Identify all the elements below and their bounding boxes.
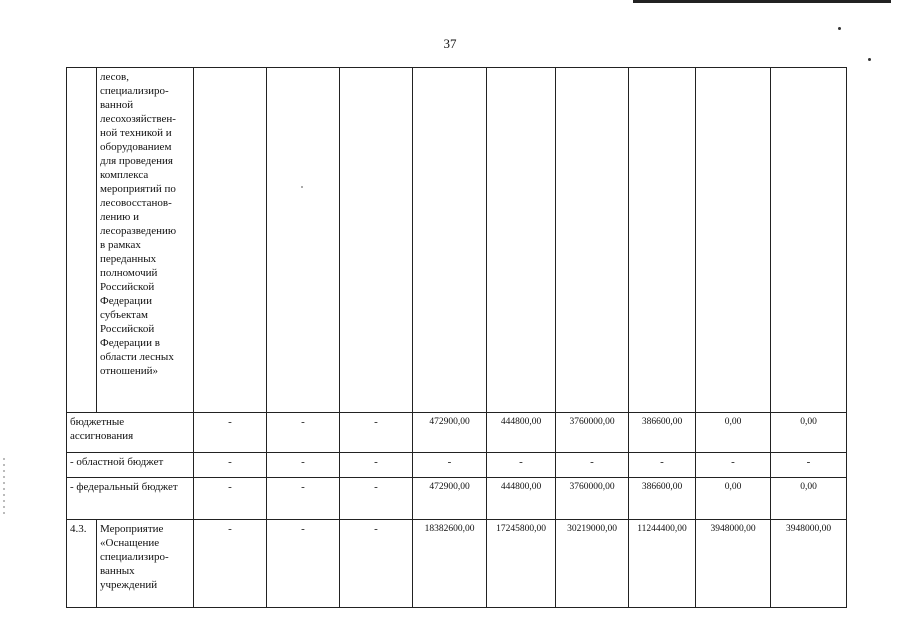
value-cell: - — [267, 520, 340, 608]
row-number-cell: 4.3. — [67, 520, 97, 608]
value-cell: - — [487, 453, 556, 478]
value-cell: 3948000,00 — [696, 520, 771, 608]
table-row-continuation — [67, 68, 847, 413]
row-number-cell — [67, 68, 97, 413]
value-cell: - — [340, 453, 413, 478]
value-cell: - — [340, 478, 413, 520]
value-cell: 0,00 — [771, 478, 847, 520]
empty-cell — [487, 68, 556, 413]
row-label: бюджетные ассигнования — [67, 413, 194, 453]
row-label: - областной бюджет — [67, 453, 194, 478]
value-cell: - — [629, 453, 696, 478]
value-cell: 444800,00 — [487, 478, 556, 520]
value-cell: 11244400,00 — [629, 520, 696, 608]
empty-cell — [267, 68, 340, 413]
scan-speck — [868, 58, 871, 61]
empty-cell — [413, 68, 487, 413]
empty-cell — [771, 68, 847, 413]
empty-cell — [194, 68, 267, 413]
value-cell: - — [267, 413, 340, 453]
value-cell: 386600,00 — [629, 413, 696, 453]
event-name-cell: лесов, специализиро- ванной лесохозяйствен- ной техникой и оборудованием для проведения комплекса мероприятий по лесовосстанов- лению и лесоразведению в рамках переданных полномочий Российской Федерации субъектам Российской Федерации в области лесных отношений» — [97, 68, 194, 413]
top-rule — [633, 0, 891, 3]
value-cell: - — [194, 413, 267, 453]
value-cell: 0,00 — [771, 413, 847, 453]
value-cell: 386600,00 — [629, 478, 696, 520]
value-cell: - — [340, 520, 413, 608]
row-label: - федеральный бюджет — [67, 478, 194, 520]
value-cell: - — [267, 478, 340, 520]
value-cell: 472900,00 — [413, 413, 487, 453]
value-cell: 30219000,00 — [556, 520, 629, 608]
value-cell: 17245800,00 — [487, 520, 556, 608]
value-cell: - — [194, 478, 267, 520]
table-row-budget-allocations — [67, 413, 847, 453]
value-cell: 3760000,00 — [556, 413, 629, 453]
table-row-regional-budget — [67, 453, 847, 478]
value-cell: 3948000,00 — [771, 520, 847, 608]
value-cell: - — [696, 453, 771, 478]
scan-speck — [838, 27, 841, 30]
value-cell: - — [267, 453, 340, 478]
budget-table — [66, 67, 847, 608]
value-cell: - — [556, 453, 629, 478]
event-name-cell: Мероприятие «Оснащение специализиро- ванных учреждений — [97, 520, 194, 608]
value-cell: 0,00 — [696, 413, 771, 453]
value-cell: 18382600,00 — [413, 520, 487, 608]
value-cell: 472900,00 — [413, 478, 487, 520]
value-cell: 444800,00 — [487, 413, 556, 453]
value-cell: 3760000,00 — [556, 478, 629, 520]
value-cell: - — [194, 453, 267, 478]
value-cell: - — [771, 453, 847, 478]
empty-cell — [629, 68, 696, 413]
empty-cell — [556, 68, 629, 413]
value-cell: 0,00 — [696, 478, 771, 520]
empty-cell — [696, 68, 771, 413]
table-row-4-3 — [67, 520, 847, 608]
empty-cell — [340, 68, 413, 413]
page-number: 37 — [443, 36, 457, 51]
table-row-federal-budget — [67, 478, 847, 520]
value-cell: - — [340, 413, 413, 453]
value-cell: - — [413, 453, 487, 478]
value-cell: - — [194, 520, 267, 608]
scan-margin-marks — [3, 458, 5, 518]
